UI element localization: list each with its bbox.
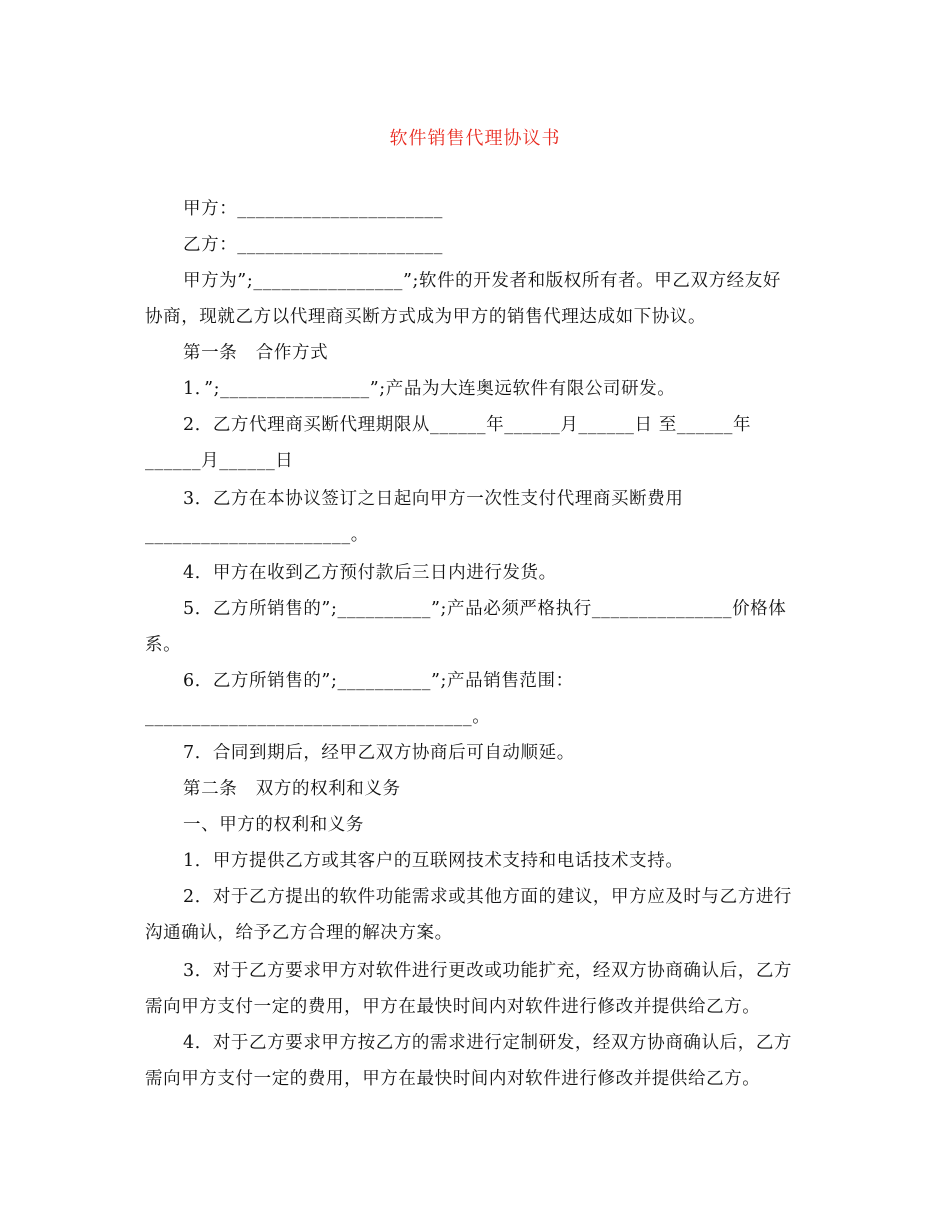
document-line: 4．甲方在收到乙方预付款后三日内进行发货。	[183, 563, 557, 583]
document-line: ______________________。	[145, 525, 369, 545]
document-line: 沟通确认，给予乙方合理的解决方案。	[145, 923, 453, 943]
document-line: 1．”;________________”;产品为大连奥远软件有限公司研发。	[183, 379, 676, 399]
document-line: 需向甲方支付一定的费用，甲方在最快时间内对软件进行修改并提供给乙方。	[145, 1069, 761, 1089]
document-line: 5．乙方所销售的”;__________”;产品必须严格执行_______________价格体	[183, 599, 787, 619]
document-line: 一、甲方的权利和义务	[183, 815, 364, 835]
document-line: 第一条 合作方式	[183, 343, 329, 363]
document-line: ______月______日	[145, 451, 294, 471]
document-line: 第二条 双方的权利和义务	[183, 779, 401, 799]
document-line: 3．对于乙方要求甲方对软件进行更改或功能扩充，经双方协商确认后，乙方	[183, 961, 793, 981]
document-line: 乙方：______________________	[183, 235, 443, 255]
document-line: 需向甲方支付一定的费用，甲方在最快时间内对软件进行修改并提供给乙方。	[145, 997, 761, 1017]
document-line: 协商，现就乙方以代理商买断方式成为甲方的销售代理达成如下协议。	[145, 307, 707, 327]
document-title: 软件销售代理协议书	[389, 128, 561, 149]
document-line: 3．乙方在本协议签订之日起向甲方一次性支付代理商买断费用	[183, 489, 684, 509]
document-line: ___________________________________。	[145, 707, 491, 727]
document-line: 甲方为”;________________”;软件的开发者和版权所有者。甲乙双方经友好	[183, 271, 781, 291]
document-line: 2．乙方代理商买断代理期限从______年______月______日 至______年	[183, 415, 752, 435]
document-line: 甲方：______________________	[183, 199, 443, 219]
document-line: 4．对于乙方要求甲方按乙方的需求进行定制研发，经双方协商确认后，乙方	[183, 1033, 793, 1053]
document-line: 1．甲方提供乙方或其客户的互联网技术支持和电话技术支持。	[183, 851, 684, 871]
document-line: 2．对于乙方提出的软件功能需求或其他方面的建议，甲方应及时与乙方进行	[183, 887, 793, 907]
document-line: 6．乙方所销售的”;__________”;产品销售范围：	[183, 671, 574, 691]
document-line: 系。	[145, 635, 182, 655]
document-line: 7．合同到期后，经甲乙双方协商后可自动顺延。	[183, 743, 575, 763]
